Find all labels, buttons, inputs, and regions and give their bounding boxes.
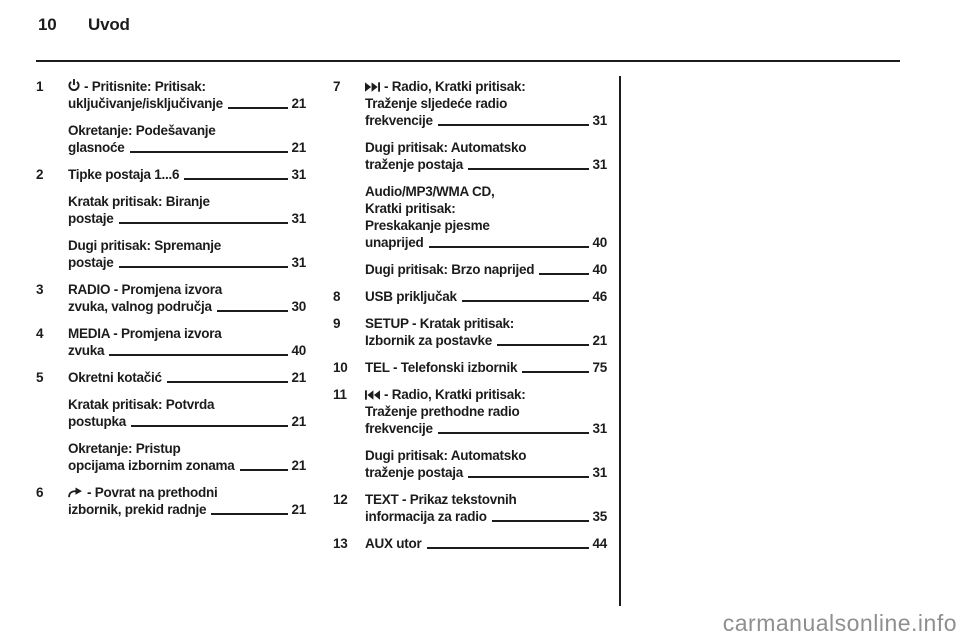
toc-entry-number: 13	[333, 536, 348, 551]
toc-entry-body	[68, 78, 306, 112]
toc-entry-body	[365, 183, 607, 251]
toc-entry-number: 1	[36, 79, 44, 94]
toc-entry	[333, 78, 607, 129]
toc-page-ref: 21	[291, 96, 306, 111]
toc-page-ref: 31	[291, 255, 306, 270]
toc-entry-number: 10	[333, 360, 348, 375]
toc-entry-text: Okretni kotačić	[68, 370, 162, 385]
toc-entry-text-line	[68, 484, 306, 501]
toc-entry-body	[68, 166, 306, 183]
toc-entry-body	[365, 315, 607, 349]
toc-entry-number	[36, 237, 68, 271]
toc-entry-text: Kratak pritisak: Potvrda	[68, 397, 215, 412]
toc-entry-body	[365, 288, 607, 305]
toc-entry-text: Tipke postaja 1...6	[68, 167, 180, 182]
toc-entry	[333, 288, 607, 305]
toc-entry-text: - Povrat na prethodni	[87, 485, 218, 500]
toc-entry-text-line	[68, 325, 306, 342]
toc-page-ref: 44	[592, 536, 607, 551]
toc-entry	[333, 491, 607, 525]
toc-entry-lastline	[68, 501, 306, 518]
leader-line	[217, 310, 289, 312]
toc-entry-body	[365, 78, 607, 129]
leader-line	[240, 469, 289, 471]
toc-entry-body	[365, 535, 607, 552]
toc-entry-body	[68, 193, 306, 227]
toc-page-ref: 40	[291, 343, 306, 358]
column-divider	[619, 76, 621, 606]
toc-entry-text: RADIO - Promjena izvora	[68, 282, 223, 297]
toc-entry-text: Okretanje: Podešavanje	[68, 123, 216, 138]
toc-entry-body	[68, 369, 306, 386]
toc-entry	[36, 237, 306, 271]
leader-line	[119, 266, 289, 268]
toc-entry-text: MEDIA - Promjena izvora	[68, 326, 222, 341]
leader-line	[438, 432, 590, 434]
leader-line	[427, 547, 590, 549]
toc-entry-number	[333, 139, 365, 173]
toc-entry	[36, 122, 306, 156]
seek-forward-icon	[365, 79, 384, 94]
toc-entry-text-line	[365, 95, 607, 112]
toc-page-ref: 21	[291, 370, 306, 385]
toc-entry-text: postaje	[68, 255, 114, 270]
toc-entry-text: Kratki pritisak:	[365, 201, 456, 216]
toc-entry-text-line	[365, 200, 607, 217]
seek-backward-icon	[365, 387, 384, 402]
toc-entry-number	[36, 122, 68, 156]
toc-entry-lastline	[365, 156, 607, 173]
toc-entry-number: 2	[36, 167, 44, 182]
toc-entry-text: Dugi pritisak: Spremanje	[68, 238, 222, 253]
toc-entry-text-line	[68, 281, 306, 298]
toc-entry-body	[365, 359, 607, 376]
toc-entry-text-line	[68, 78, 306, 95]
toc-entry-lastline	[365, 535, 607, 552]
toc-entry	[36, 325, 306, 359]
toc-entry-text: frekvencije	[365, 113, 433, 128]
toc-entry	[36, 440, 306, 474]
toc-entry-text: Kratak pritisak: Biranje	[68, 194, 210, 209]
leader-line	[522, 371, 589, 373]
toc-entry-text: uključivanje/isključivanje	[68, 96, 223, 111]
toc-entry-text: Izbornik za postavke	[365, 333, 493, 348]
toc-entry	[333, 359, 607, 376]
toc-entry-lastline	[365, 359, 607, 376]
return-arrow-icon	[68, 485, 87, 500]
toc-entry-number: 3	[36, 282, 44, 297]
toc-page-ref: 46	[592, 289, 607, 304]
toc-entry-lastline	[68, 342, 306, 359]
toc-entry-lastline	[365, 234, 607, 251]
leader-line	[109, 354, 288, 356]
toc-page-ref: 31	[592, 465, 607, 480]
toc-entry-body	[68, 440, 306, 474]
toc-entry-body	[365, 386, 607, 437]
toc-entry-text: unaprijed	[365, 235, 424, 250]
leader-line	[492, 520, 590, 522]
toc-entry-text: Dugi pritisak: Automatsko	[365, 448, 527, 463]
toc-entry-body	[68, 484, 306, 518]
toc-entry-lastline	[365, 112, 607, 129]
toc-entry	[333, 447, 607, 481]
toc-entry-text: postaje	[68, 211, 114, 226]
toc-entry-lastline	[68, 413, 306, 430]
leader-line	[130, 151, 289, 153]
leader-line	[228, 107, 289, 109]
toc-entry-text-line	[365, 139, 607, 156]
toc-entry-body	[68, 281, 306, 315]
toc-entry	[333, 386, 607, 437]
toc-entry-number: 9	[333, 316, 341, 331]
toc-page-ref: 31	[291, 211, 306, 226]
toc-entry-lastline	[68, 457, 306, 474]
toc-entry	[36, 166, 306, 183]
toc-entry-number	[333, 447, 365, 481]
toc-entry-text: Traženje prethodne radio	[365, 404, 520, 419]
toc-entry-lastline	[68, 210, 306, 227]
toc-page-ref: 40	[592, 262, 607, 277]
toc-entry-text: Dugi pritisak: Automatsko	[365, 140, 527, 155]
leader-line	[429, 246, 590, 248]
toc-entry-text-line	[365, 315, 607, 332]
toc-page-ref: 40	[592, 235, 607, 250]
toc-entry-text-line	[68, 122, 306, 139]
toc-entry	[333, 139, 607, 173]
toc-entry-body	[68, 122, 306, 156]
toc-entry-text: traženje postaja	[365, 157, 464, 172]
toc-entry	[36, 281, 306, 315]
toc-column-left	[36, 78, 306, 518]
toc-entry-body	[365, 447, 607, 481]
toc-entry-text-line	[68, 237, 306, 254]
toc-entry	[333, 315, 607, 349]
toc-page-ref: 31	[592, 113, 607, 128]
toc-entry-body	[365, 139, 607, 173]
toc-entry-body	[68, 237, 306, 271]
toc-entry-text: opcijama izbornim zonama	[68, 458, 235, 473]
toc-entry	[36, 369, 306, 386]
leader-line	[119, 222, 289, 224]
chapter-title: Uvod	[88, 15, 130, 34]
toc-entry-number: 8	[333, 289, 341, 304]
header-rule	[36, 60, 900, 62]
toc-entry-text: Preskakanje pjesme	[365, 218, 490, 233]
toc-entry-text: zvuka, valnog područja	[68, 299, 212, 314]
toc-entry-body	[365, 261, 607, 278]
toc-entry-body	[68, 325, 306, 359]
toc-entry-number	[333, 261, 365, 278]
toc-entry-lastline	[365, 420, 607, 437]
toc-entry-text-line	[68, 193, 306, 210]
toc-entry-text: USB priključak	[365, 289, 457, 304]
toc-page-ref: 21	[291, 414, 306, 429]
toc-entry-body	[68, 396, 306, 430]
toc-entry-text: TEXT - Prikaz tekstovnih	[365, 492, 517, 507]
leader-line	[468, 168, 589, 170]
toc-entry-text: zvuka	[68, 343, 105, 358]
toc-entry-text: Traženje sljedeće radio	[365, 96, 508, 111]
toc-page-ref: 21	[291, 502, 306, 517]
toc-entry-text-line	[365, 447, 607, 464]
toc-entry-lastline	[365, 464, 607, 481]
toc-entry-text-line	[365, 386, 607, 403]
leader-line	[211, 513, 288, 515]
toc-entry-text: - Radio, Kratki pritisak:	[384, 387, 526, 402]
toc-entry-lastline	[68, 95, 306, 112]
toc-entry-number	[36, 440, 68, 474]
page-number: 10	[38, 15, 57, 34]
toc-entry-text: traženje postaja	[365, 465, 464, 480]
leader-line	[468, 476, 589, 478]
toc-entry-text: Okretanje: Pristup	[68, 441, 181, 456]
toc-entry-number: 12	[333, 492, 348, 507]
toc-entry	[333, 261, 607, 278]
toc-entry-lastline	[68, 254, 306, 271]
leader-line	[131, 425, 288, 427]
toc-entry	[36, 484, 306, 518]
toc-entry-number: 11	[333, 387, 347, 402]
toc-entry-text: postupka	[68, 414, 127, 429]
watermark-link[interactable]: carmanualsonline.info	[722, 610, 957, 636]
toc-page-ref: 21	[291, 140, 306, 155]
toc-entry-number: 4	[36, 326, 44, 341]
leader-line	[438, 124, 590, 126]
toc-page-ref: 75	[592, 360, 607, 375]
leader-line	[497, 344, 589, 346]
toc-entry-text: AUX utor	[365, 536, 422, 551]
leader-line	[539, 273, 589, 275]
toc-entry-text-line	[365, 491, 607, 508]
toc-entry-lastline	[68, 369, 306, 386]
toc-entry-lastline	[365, 288, 607, 305]
toc-page-ref: 21	[592, 333, 607, 348]
leader-line	[462, 300, 590, 302]
toc-entry-text-line	[365, 403, 607, 420]
toc-entry-text: izbornik, prekid radnje	[68, 502, 207, 517]
toc-page-ref: 35	[592, 509, 607, 524]
toc-entry-text: TEL - Telefonski izbornik	[365, 360, 518, 375]
toc-entry-text-line	[68, 440, 306, 457]
toc-entry-text-line	[68, 396, 306, 413]
toc-entry-lastline	[365, 261, 607, 278]
toc-entry-text-line	[365, 78, 607, 95]
toc-entry	[36, 396, 306, 430]
toc-entry-text: - Radio, Kratki pritisak:	[384, 79, 526, 94]
toc-entry-number: 5	[36, 370, 44, 385]
toc-entry	[36, 193, 306, 227]
toc-page-ref: 31	[291, 167, 306, 182]
toc-entry-number	[36, 193, 68, 227]
toc-entry-text: informacija za radio	[365, 509, 487, 524]
toc-entry	[36, 78, 306, 112]
toc-entry-number	[36, 396, 68, 430]
power-icon	[68, 79, 84, 94]
toc-entry-text: SETUP - Kratak pritisak:	[365, 316, 515, 331]
toc-entry-number: 6	[36, 485, 44, 500]
toc-entry	[333, 183, 607, 251]
leader-line	[167, 381, 289, 383]
toc-entry-text-line	[365, 217, 607, 234]
toc-entry-text: Dugi pritisak: Brzo naprijed	[365, 262, 535, 277]
toc-column-right	[333, 78, 607, 552]
toc-entry-number: 7	[333, 79, 341, 94]
leader-line	[184, 178, 288, 180]
toc-entry-lastline	[68, 139, 306, 156]
toc-entry-body	[365, 491, 607, 525]
toc-page-ref: 31	[592, 421, 607, 436]
toc-page-ref: 21	[291, 458, 306, 473]
toc-entry	[333, 535, 607, 552]
toc-page-ref: 30	[291, 299, 306, 314]
toc-entry-text: - Pritisnite: Pritisak:	[84, 79, 206, 94]
toc-entry-text: glasnoće	[68, 140, 125, 155]
toc-entry-text: frekvencije	[365, 421, 433, 436]
toc-entry-lastline	[68, 298, 306, 315]
toc-entry-lastline	[365, 508, 607, 525]
toc-entry-lastline	[365, 332, 607, 349]
toc-entry-text-line	[365, 183, 607, 200]
toc-entry-text: Audio/MP3/WMA CD,	[365, 184, 495, 199]
toc-page-ref: 31	[592, 157, 607, 172]
toc-entry-lastline	[68, 166, 306, 183]
toc-entry-number	[333, 183, 365, 251]
